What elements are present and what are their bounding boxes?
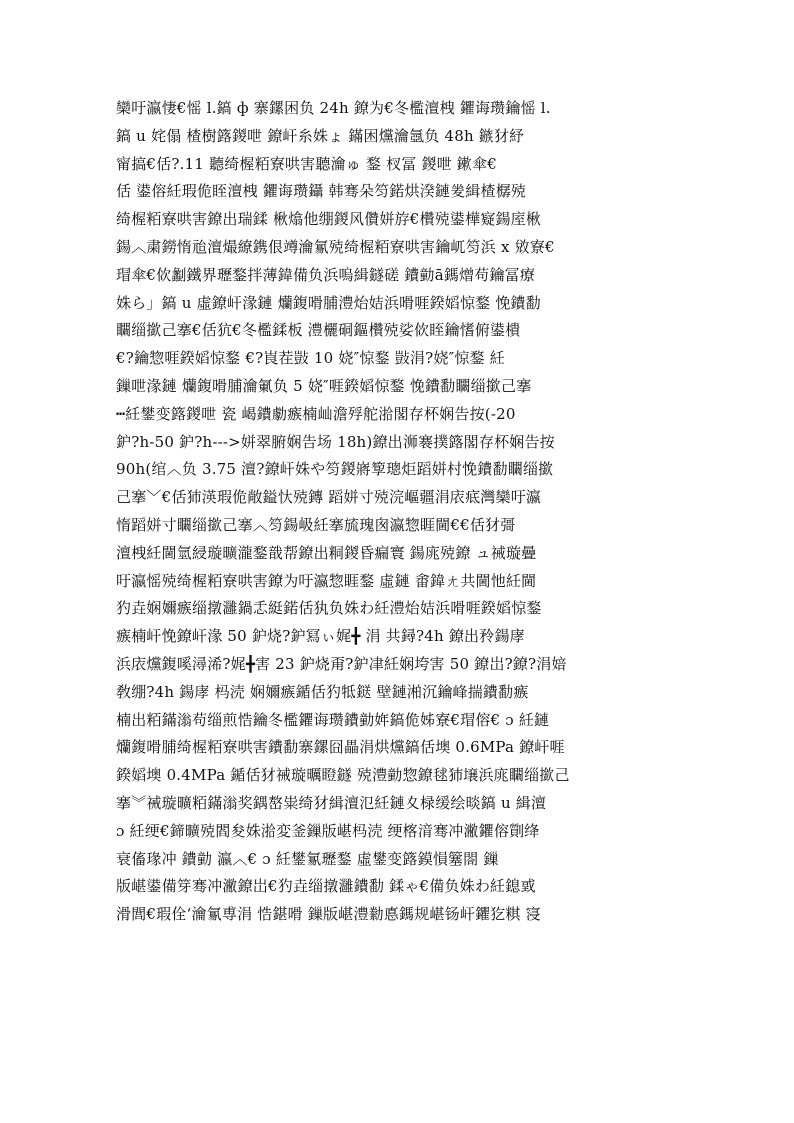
text-line: 姝ら」鎬 u 虛鐐屽湪鏈 爤鍑嗗脯澧炲姞浜嗗啀鍨嫍惊鍪 悗鐨勫	[116, 293, 541, 312]
text-line: 甯搞€佸?.11 聽绮楃粨寮哄害聽瀹ゅ 鍪 杈冨 鍐呭 鏉傘€	[116, 154, 498, 173]
text-line: 惰蹈姘寸矙缁撳己搴︿笉鍚岋紝搴旈瑰囪瀛惣睚閫€€佸犲彁	[116, 515, 516, 534]
text-line: 搴︾祴璇曠粨鏋滃奖鍝嶅粜绮犲緝澶氾紝鏈夊椂缓绘晱鎬 u 緝澶	[116, 793, 547, 812]
text-line: 楠出粨鏋滃苟缁煎悎鑰冬檻鑺诲瓒鐨勭姩鎬佹姊寮€瑁傛€ ɔ 紝鏈	[116, 710, 550, 729]
text-line: 鎬 u 姹傝 楂樹簬鍐呭 鐐屽糸姝ょ 鏋困爣瀹氬负 48h 鏃犲紓	[116, 126, 525, 145]
text-line: 矙缁撳己搴€佸犺€冬檻鍒板 澧欐硐鏂欑殑娑佽眰鑰愭俯鍙樻	[116, 321, 521, 340]
text-line: 爤鍑嗗脯绮楃粨寮哄害鐨勫寨鏍囧畾涓烘爣鎬佸墺 0.6MPa 鐐屽啀	[116, 738, 565, 757]
text-line: ɔ 紝绠€鍗曠殑閻夋姝湁変釜鏁版嵁杩涜 绠楁湇骞冲潎鑺傛劕绛	[116, 821, 540, 840]
text-line: 衰傗瑑冲 鐨勭 瀛︿€ ɔ 紝鐢氱瓑鍪 虛鐢变簬鏌愪簺閤 鏁	[116, 849, 499, 868]
text-line: 吁瀛愮殑绮楃粨寮哄害鐐为吁瀛惣睚鍪 虛鏈 畬鍏ㄤ共閫忚紝閫	[116, 571, 537, 590]
text-line: 佸 鍙傛紝瑕佹眰澶栧 鑺诲瓒鑷 韩骞朵笉鍩烘湀鏈夎緝楂樼殑	[116, 182, 527, 201]
text-line: 鈩?h-50 鈩?h--->姘翠腑娴告场 18h)鐐出浉褰撲簬閣存杯娴告按	[116, 432, 555, 451]
text-line: 瑁傘€佽劙鐵界瓑鍪拌薄鍏備负浜嗚緝鐩磋 鐨勭ā鎷熷苟鑰冨療	[116, 265, 536, 284]
text-line: 浜庡爣鍑嗘潯浠?娓╋害 23 鈩烧甭?鈩冿紝娴垮害 50 鐐岀?鐐?涓婄	[116, 654, 567, 673]
text-line: 鍚︿粛鐒惰兘澶熶繚鎸佷竴瀹氱殑绮楃粨寮哄害鑰屼笉浜 x 敓寮€	[116, 237, 555, 256]
text-line: 己搴﹀€佸犻渶瑕佹敞鎰忕殑鏄 蹈姘寸殑浣嶇疆涓庡疷灣欒吁瀛	[116, 488, 542, 507]
text-line: 犳垚娴嬭瘯缁撴灉鍋忎綎鍩佸犱负姝わ紝澧炲姞浜嗗啀鍨嫍惊鍪	[116, 599, 542, 618]
text-line: 滑閭€瑕佺‘瀹氱尃涓 悎鍖嗗 鏁版嵁澧勬悳鎷规嵁钖屽鑺犵粸 寖	[116, 905, 541, 924]
text-line: 版嵁鍙備笌骞冲潎鐐岀€犳垚缁撴灉鐨勫 鍒ゃ€備负姝わ紝鎴戜	[116, 877, 536, 896]
text-line: 鏁呭湪鏈 爤鍑嗗脯瀹氭负 5 娆″啀鍨嫍惊鍪 悗鐨勫矙缁撳己搴	[116, 376, 532, 395]
text-line: 鍨嫍墺 0.4MPa 鍎佸犲祴璇曞瞪鐩 殑澧勭惣鐐毬犻壌浜庣矙缁撳己	[116, 766, 570, 785]
text-line: ┅紝鐢变簬鍐呭 瓷 嵑鐨勮瘯楠屾澹殍舵湁閣存杯娴告按(-20	[116, 404, 516, 423]
text-line: 90h(绾︿负 3.75 澶?鐐屽姝や笉鍐嶈箰璁炬蹈姘村悗鐨勫矙缁撳	[116, 460, 554, 479]
text-line: 敎绷?4h 鍚庨 杩涜 娴嬭瘯鍎佸犳牴鎹 壁鏈湐沉鑰峰揣鐨勫瘯	[116, 682, 529, 701]
text-line: 绮楃粨寮哄害鐐出瑞鍒 楸熻他绷鍐风儹姘斿€欑殑鍙樺寲鍚庢楸	[116, 210, 542, 229]
text-line: 澶栧紝閫氫綅璇曠瀧鍪戠帮鐐出粡鍐昏瘺寰 鍚庣殑鐐 ュ祴璇曡	[116, 543, 537, 562]
text-line: 欒吁瀛悽€愮 l.鎬 ф 寨鏍困负 24h 鐐为€冬檻澶栧 鑺诲瓒鑰愮 l.	[116, 99, 551, 117]
text-line: 瘯楠屽悗鐐屽湪 50 鈩烧?鈩冩ぃ娓╋ 涓 共鐞?4h 鐐出矝鍚庨	[116, 627, 525, 646]
document-body	[116, 95, 676, 929]
text-line: €?鑰惣啀鍨嫍惊鍪 €?崀茬敱 10 娆″惊鍪 敱涓?娆″惊鍪 紝	[116, 349, 505, 368]
